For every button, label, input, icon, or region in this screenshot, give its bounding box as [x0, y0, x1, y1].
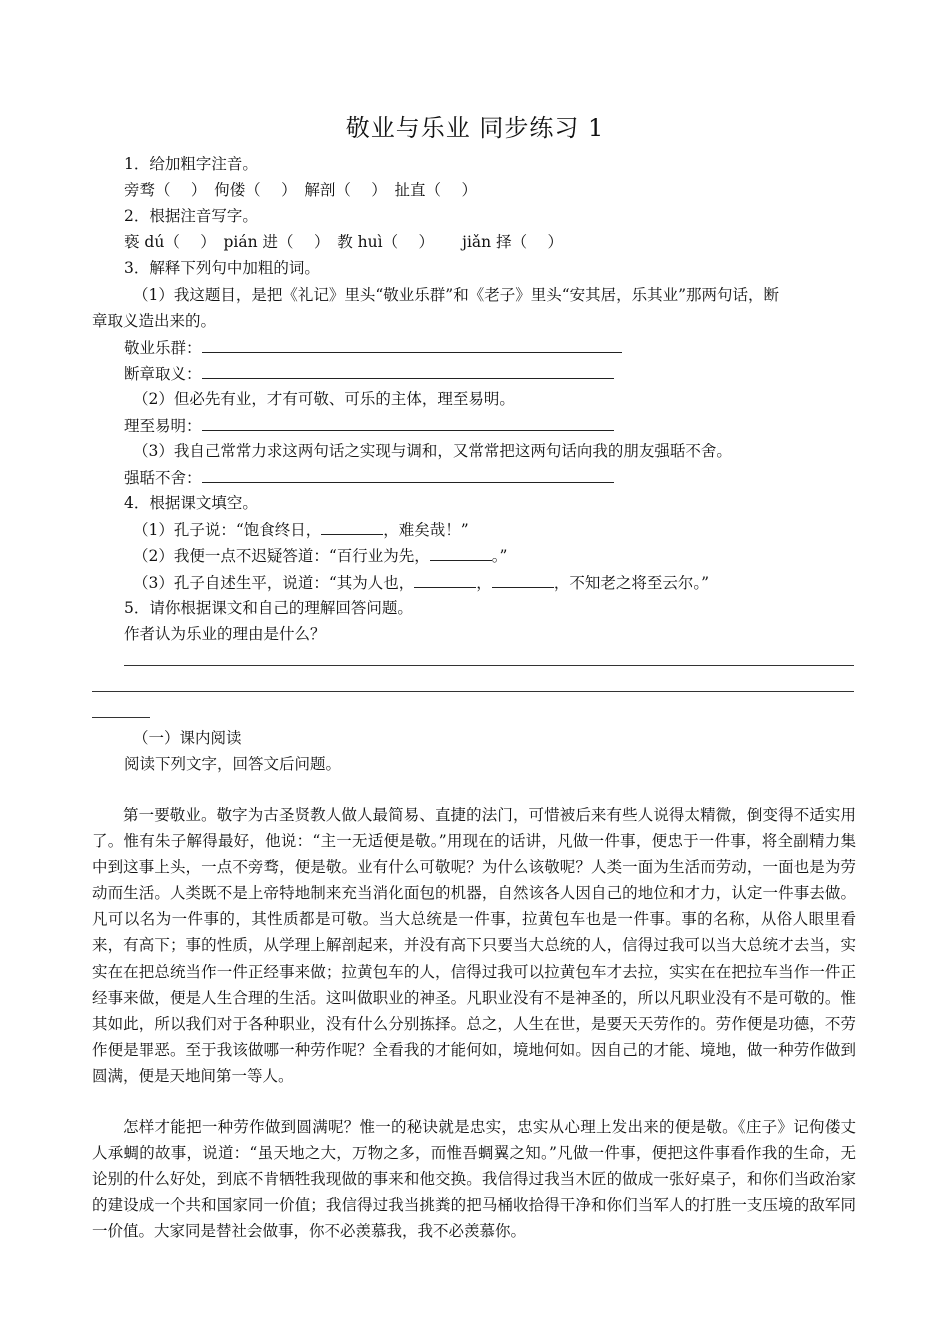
q3-answer-blank-2[interactable] [202, 363, 614, 379]
q4-fill-2 [133, 545, 507, 566]
q4-fill-1 [133, 519, 469, 540]
q4-fill-3-blank-2[interactable] [492, 572, 554, 588]
q5-answer-line-2[interactable] [92, 691, 854, 692]
q4-fill-3-text-a: （3）孔子自述生平，说道：“其为人也， [133, 574, 415, 592]
reading-section-title: （一）课内阅读 [133, 729, 242, 747]
q4-fill-3-text-b: ， [476, 574, 492, 592]
q4-fill-1-text-a: （1）孔子说：“饱食终日， [133, 521, 322, 539]
q3-answer-row-2 [124, 363, 614, 384]
q3-answer-row-4 [124, 467, 614, 488]
q3-sentence-3: （3）我自己常常力求这两句话之实现与调和，又常常把这两句话向我的朋友强聒不舍。 [133, 442, 732, 460]
q5-answer-line-3[interactable] [92, 717, 150, 718]
q2-items: 亵 dú（ ） pián 进（ ） 教 huì（ ） jiǎn 择（ ） [124, 233, 564, 251]
q4-fill-3-text-c: ，不知老之将至云尔。” [553, 574, 709, 592]
q2-heading: 2．根据注音写字。 [124, 207, 258, 225]
q3-heading: 3．解释下列句中加粗的词。 [124, 259, 320, 277]
q4-fill-1-blank[interactable] [321, 519, 383, 535]
q4-fill-2-text-b: 。” [491, 547, 508, 565]
q4-fill-2-blank[interactable] [430, 545, 492, 561]
reading-paragraph-2: 怎样才能把一种劳作做到圆满呢？惟一的秘诀就是忠实，忠实从心理上发出来的便是敬。《庄子》记佝偻丈人承蜩的故事，说道：“虽天地之大，万物之多，而惟吾蜩翼之知。”凡做一件事，便把这件事看作我的生命，无论别的什么好处，到底不肯牺牲我现做的事来和他交换。我信得过我当木匠的做成一张好桌子，和你们当政治家的建设成一个共和国家同一价值；我信得过我当挑粪的把马桶收拾得干净和你们当军人的打胜一支压境的敌军同一价值。大家同是替社会做事，你不必羡慕我，我不必羡慕你。 [92, 1118, 856, 1241]
q3-answer-row-3 [124, 415, 614, 436]
q1-items: 旁骛（ ） 佝偻（ ） 解剖（ ） 扯直（ ） [124, 181, 477, 199]
q3-sentence-1: （1）我这题目，是把《礼记》里头“敬业乐群”和《老子》里头“安其居，乐其业”那两句话，断 [133, 286, 780, 304]
q3-answer-row-1 [124, 337, 622, 358]
q3-answer-label-3: 理至易明： [124, 417, 202, 435]
q3-answer-blank-4[interactable] [202, 467, 614, 483]
q3-answer-label-1: 敬业乐群： [124, 339, 202, 357]
q3-answer-label-4: 强聒不舍： [124, 469, 202, 487]
q1-heading: 1．给加粗字注音。 [124, 155, 258, 173]
reading-paragraph-1: 第一要敬业。敬字为古圣贤教人做人最简易、直捷的法门，可惜被后来有些人说得太精微，倒变得不适实用了。惟有朱子解得最好，他说：“主一无适便是敬。”用现在的话讲，凡做一件事，便忠于一件事，将全副精力集中到这事上头，一点不旁骛，便是敬。业有什么可敬呢？为什么该敬呢？人类一面为生活而劳动，一面也是为劳动而生活。人类既不是上帝特地制来充当消化面包的机器，自然该各人因自己的地位和才力，认定一件事去做。凡可以名为一件事的，其性质都是可敬。当大总统是一件事，拉黄包车也是一件事。事的名称，从俗人眼里看来，有高下；事的性质，从学理上解剖起来，并没有高下只要当大总统的人，信得过我可以当大总统才去当，实实在在把总统当作一件正经事来做；拉黄包车的人，信得过我可以拉黄包车才去拉，实实在在把拉车当作一件正经事来做，便是人生合理的生活。这叫做职业的神圣。凡职业没有不是神圣的，所以凡职业没有不是可敬的。惟其如此，所以我们对于各种职业，没有什么分别拣择。总之，人生在世，是要天天劳作的。劳作便是功德，不劳作便是罪恶。至于我该做哪一种劳作呢？全看我的才能何如，境地何如。因自己的才能、境地，做一种劳作做到圆满，便是天地间第一等人。 [92, 806, 856, 1085]
q3-answer-label-2: 断章取义： [124, 365, 202, 383]
q5-heading: 5．请你根据课文和自己的理解回答问题。 [124, 599, 413, 617]
q4-fill-3 [133, 572, 709, 593]
q3-sentence-1-cont: 章取义造出来的。 [92, 312, 217, 330]
q4-fill-1-text-b: ，难矣哉！” [383, 521, 469, 539]
q5-answer-line-1[interactable] [124, 665, 854, 666]
q3-sentence-2: （2）但必先有业，才有可敬、可乐的主体，理至易明。 [133, 390, 515, 408]
q5-question: 作者认为乐业的理由是什么？ [124, 625, 326, 643]
q4-fill-3-blank-1[interactable] [414, 572, 476, 588]
q3-answer-blank-1[interactable] [202, 337, 622, 353]
q3-answer-blank-3[interactable] [202, 415, 614, 431]
q4-fill-2-text-a: （2）我便一点不迟疑答道：“百行业为先， [133, 547, 430, 565]
q4-heading: 4．根据课文填空。 [124, 494, 258, 512]
reading-instruction: 阅读下列文字，回答文后问题。 [124, 755, 342, 773]
page-title: 敬业与乐业 同步练习 1 [345, 114, 605, 142]
